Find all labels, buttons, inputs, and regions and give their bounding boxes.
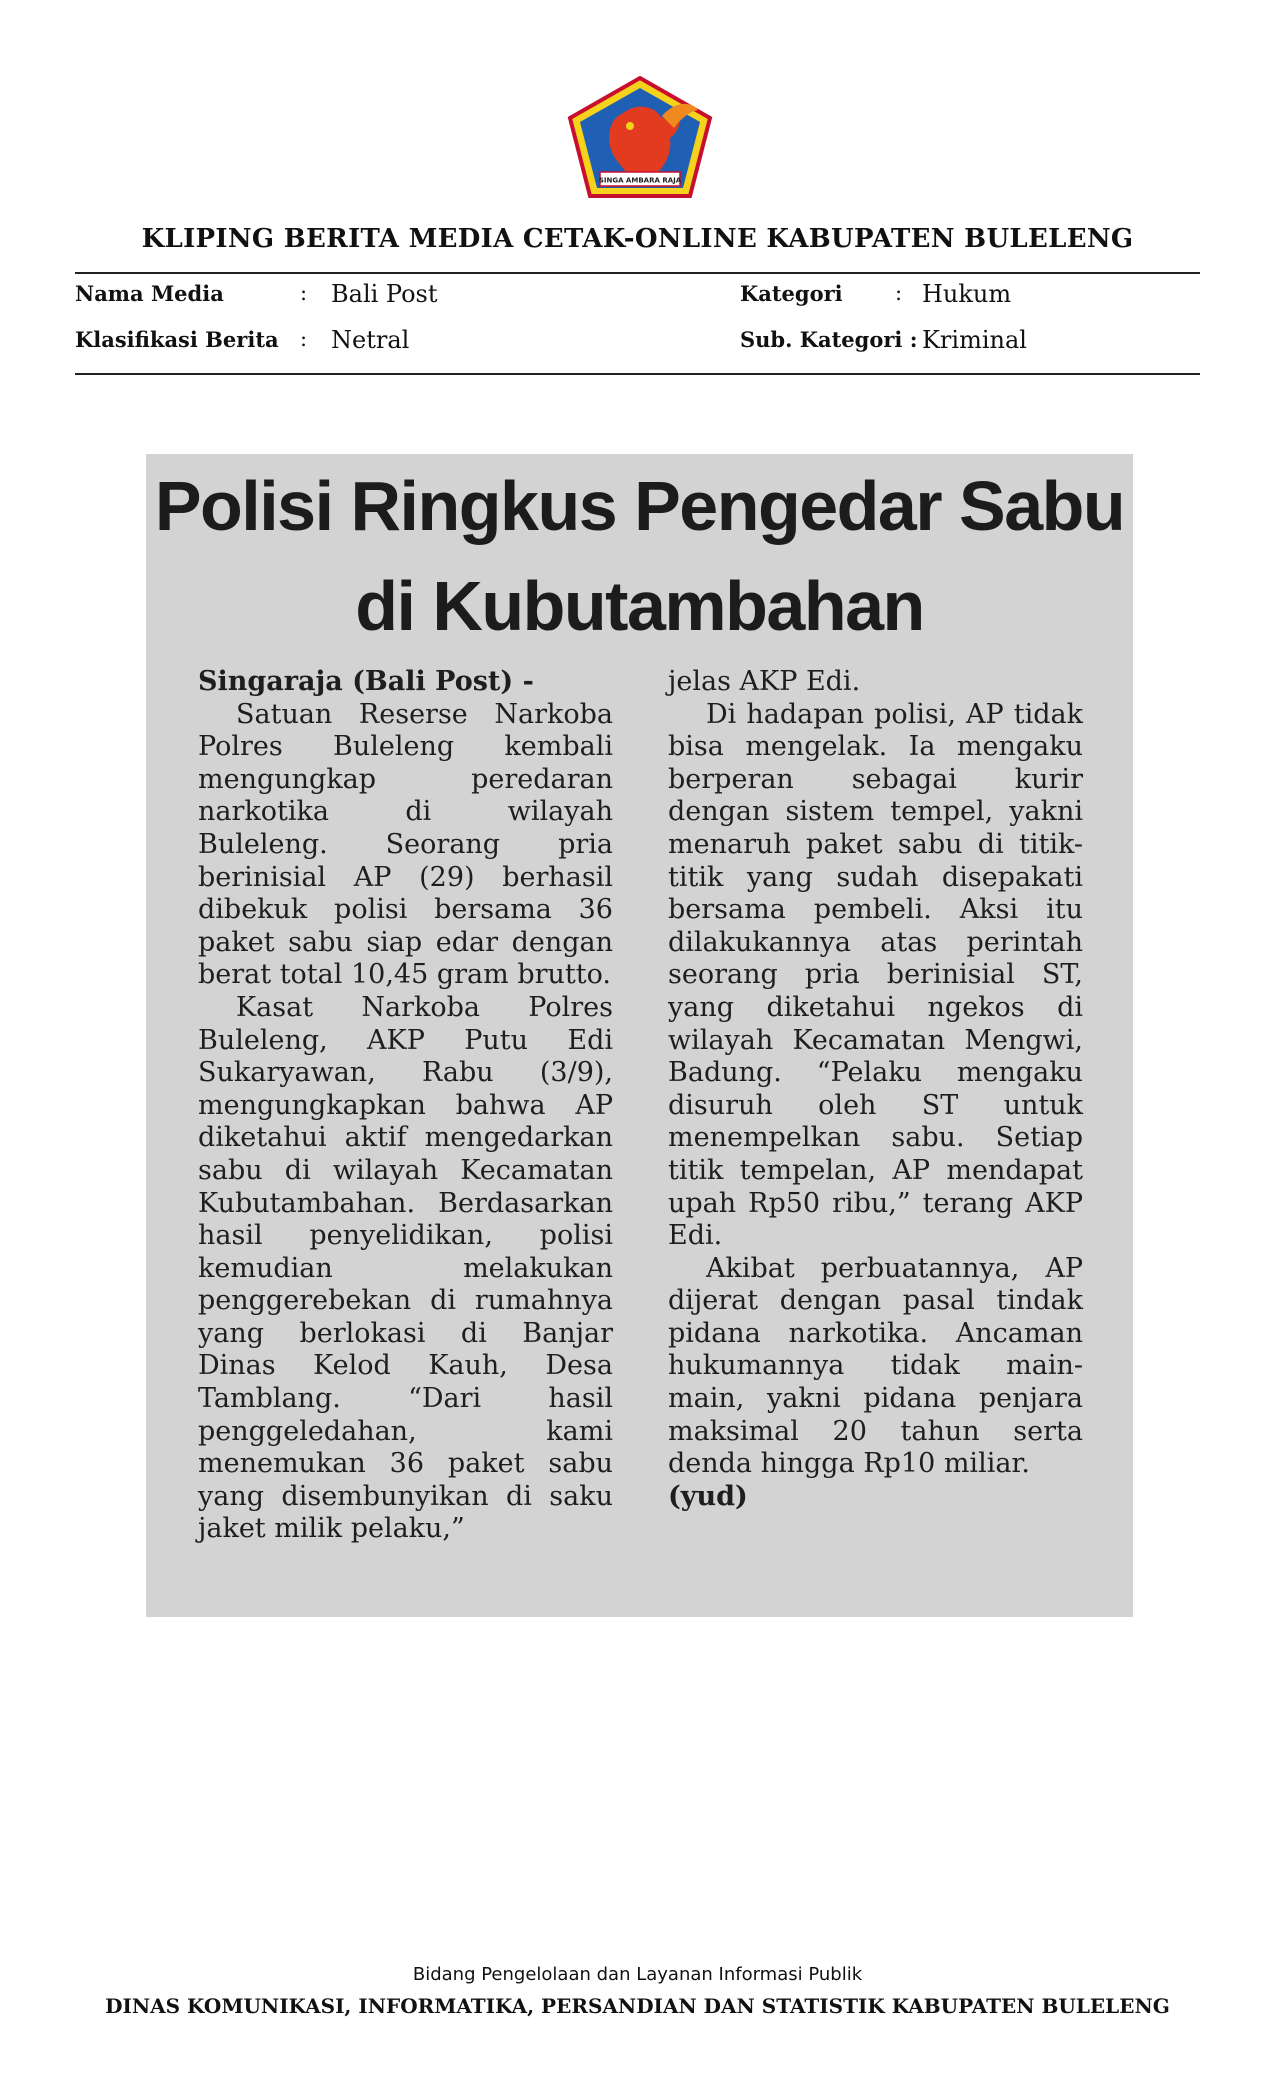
article-paragraph-2-continued: jelas AKP Edi. [668,666,861,697]
footer-agency: DINAS KOMUNIKASI, INFORMATIKA, PERSANDIAN DAN STATISTIK KABUPATEN BULELENG [105,1994,1170,2018]
kategori-colon: : [895,281,903,305]
article-column-right [668,666,1083,1513]
page-title: KLIPING BERITA MEDIA CETAK-ONLINE KABUPATEN BULELENG [141,224,1134,254]
nama-media-value: Bali Post [331,280,438,308]
sub-kategori-value: Kriminal [922,326,1027,354]
article-paragraph-2: Kasat Narkoba Polres Buleleng, AKP Putu Edi Sukaryawan, Rabu (3/9), mengungkapkan bahwa AP diketahui aktif mengedarkan sabu di wilayah Kecamatan Kubutambahan. Berdasarkan hasil penyelidikan, polisi kemudian melakukan penggerebekan di rumahnya yang berlokasi di Banjar Dinas Kelod Kauh, Desa Tamblang. “Dari hasil penggeledahan, kami menemukan 36 paket sabu yang disembunyikan di saku jaket milik pelaku,” [198,991,613,1545]
top-divider [75,272,1200,274]
kategori-label: Kategori [740,281,843,306]
logo-motto: SINGA AMBARA RAJA [598,176,682,185]
article-column-left [198,666,613,1546]
buleleng-logo [566,76,714,200]
klasifikasi-label: Klasifikasi Berita [75,327,279,352]
nama-media-colon: : [300,281,308,305]
klasifikasi-value: Netral [331,326,410,354]
article-paragraph-1: Satuan Reserse Narkoba Polres Buleleng kembali mengungkap peredaran narkotika di wilayah Buleleng. Seorang pria berinisial AP (29) berhasil dibekuk polisi bersama 36 paket sabu siap edar dengan berat total 10,45 gram brutto. [198,698,613,991]
article-paragraph-4: Akibat perbuatannya, AP dijerat dengan pasal tindak pidana narkotika. Ancaman hukumannya tidak main-main, yakni pidana penjara maksimal 20 tahun serta denda hingga Rp10 miliar. [668,1252,1083,1480]
bottom-divider [75,373,1200,375]
footer-department: Bidang Pengelolaan dan Layanan Informasi Publik [412,1964,863,1985]
klasifikasi-colon: : [300,327,308,351]
article-paragraph-3: Di hadapan polisi, AP tidak bisa mengelak. Ia mengaku berperan sebagai kurir dengan sistem tempel, yakni menaruh paket sabu di titik-titik yang sudah disepakati bersama pembeli. Aksi itu dilakukannya atas perintah seorang pria berinisial ST, yang diketahui ngekos di wilayah Kecamatan Mengwi, Badung. “Pelaku mengaku disuruh oleh ST untuk menempelkan sabu. Setiap titik tempelan, AP mendapat upah Rp50 ribu,” terang AKP Edi. [668,698,1083,1252]
author-signature: (yud) [668,1480,748,1512]
kategori-value: Hukum [922,280,1012,308]
sub-kategori-label: Sub. Kategori : [740,327,918,352]
dateline: Singaraja (Bali Post) - [198,666,534,697]
headline-line-1: Polisi Ringkus Pengedar Sabu [154,467,1125,545]
headline-line-2: di Kubutambahan [355,567,924,645]
nama-media-label: Nama Media [75,281,224,306]
news-clipping [146,454,1133,1617]
